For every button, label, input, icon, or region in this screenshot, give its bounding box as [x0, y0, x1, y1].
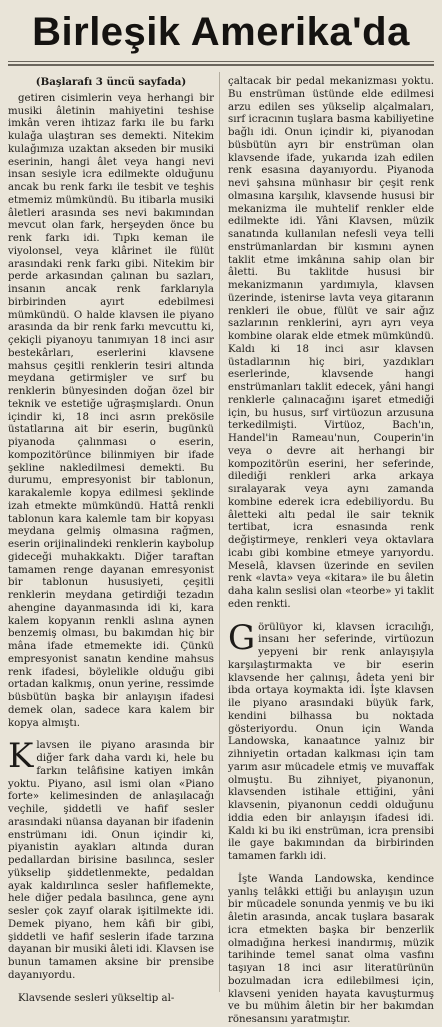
continuation-note: (Başlarafı 3 üncü sayfada) — [35, 76, 187, 88]
column-divider — [219, 72, 220, 992]
left-paragraph-2-text: lavsen ile piyano arasında bir diğer fark daha vardı ki, hele bu farkın telâfisine katiyen imkân yoktu. Piyano, asıl ismi olan «Piano forte» kelimesinden de anlaşılacağı veçhile, şiddetli ve hafif sesler arasındaki nüansa dayanan bir ifadenin enstrümanı idi. Onun içindir ki, piyanistin ayakları altında duran pedallardan birisine basılınca, sesler yükselip şiddetlenmekte, pedaldan ayak kaldırılınca sesler hafiflemekte, hele diğer pedala basılınca, gene aynı sesler çok zayıf olarak işitilmekte idi. Demek piyano, hem kâfi bir gibi, şiddetli ve hafif seslerin ifade tarzına dayanan bir musiki âleti idi. Klavsen ise bunun tamamen aksine bir prensibe dayanıyordu. — [8, 740, 214, 981]
left-column — [8, 76, 214, 1004]
headline: Birleşik Amerika'da — [32, 10, 410, 54]
left-paragraph-3: Klavsende sesleri yükseltip al- — [18, 992, 175, 1004]
right-paragraph-2-text: örülüyor ki, klavsen icracılığı, insanı her seferinde, virtüozun yepyeni bir renk anlayışıyla karşılaştırmakta ve bir eserin klavsende her çalınışı, âdeta yeni bir ibda ortaya koymakta idi. İşte klavsen ile piyano arasındaki büyük fark, kendini bilhassa bu noktada gösteriyordu. Onun için Wanda Landowska, kanaatınce yalnız bir zihniyetin ortadan kalkması için tam yarım asır mücadele etmiş ve muvaffak olmuştu. Bu zihniyet, piyanonun, klavsenden istihale ettiğini, yâni klavsenin, piyanonun ceddi olduğunu iddia eden bir anlayışın ifadesi idi. Kaldı ki bu iki enstrüman, icra prensibi ile gaye bakımından da birbirinden tamamen farklı idi. — [228, 621, 434, 862]
right-paragraph-2 — [228, 617, 434, 864]
left-paragraph-1: getiren cisimlerin veya herhangi bir musiki âletinin mahiyetini teshise imkân veren ihtizaz farkı ile bu farkı kulağa ulaştıran ses demekti. Nitekim kulağımıza uzaktan akseden bir musiki eserinin, hangi âlet veya hangi nevi insan sesiyle icra edilmekte olduğunu ancak bu renk farkı ile tesbit ve teşhis etmemiz mümkündü. Bu itibarla musiki âletleri arasında ses nevi bakımından mevcut olan fark, herşeyden önce bu renk farkı idi. Tıpkı keman ile viyolonsel, veya klârinet ile fülüt arasındaki renk farkı gibi. Nitekim bir perde arkasından çalınan bu sazları, insanın ancak renk farklarıyla birbirinden ayırt edebilmesi mümkündü. O halde klavsen ile piyano arasında da bir renk farkı mevcuttu ki, çekiçli piyanoyu tanımıyan 18 inci asır bestekârları, eserlerini klavsene mahsus çeşitli renklerin tesiri altında meydana getirmişler ve sırf bu renklerin bünyesinden doğan özel bir teknik ve estetiğe uğraşmışlardı. Onun içindir ki, 18 inci asrın prekösile üstatlarına ait bir eserin, bugünkü piyanoda çalınması o eserin, kompozitörünce bilinmiyen bir ifade şekline nakledilmesi demekti. Bu durumu, empresyonist bir tablonun, karakalemle kopya edilmesi şeklinde izah etmekte mümkündü. Hattâ renkli tablonun kara kalemle tam bir kopyası meydana gelmiş olmasına rağmen, eserin orijinalindeki renklerin kaybolup gideceği muhakkaktı. Diğer taraftan tamamen renge dayanan emresyonist bir tablonun hususiyeti, çeşitli renklerin meydana getirdiği tezadın ahengine dayanmasında idi ki, kara kalem kopyanın renkli aslına aynen benzemiş olması, bu bakımdan hiç bir mâna ifade etmemekte idi. Çünkü empresyonist sanatın kendine mahsus renk ifadesi, böylelikle olduğu gibi ortadan kalkmış, onun yerine, ressimde büsbütün başka bir anlayışın ifadesi demek olan, sadece kara kalem bir kopya almıştı. — [8, 92, 214, 729]
drop-cap-k: K — [8, 736, 34, 777]
headline-rule-top — [8, 61, 434, 62]
right-column — [228, 76, 434, 1025]
headline-rule-bottom — [8, 64, 434, 66]
right-paragraph-3: İşte Wanda Landowska, kendince yanlış telâkki ettiği bu anlayışın uzun bir mücadele sonunda yenmiş ve bu iki âletin arasında, ancak tuşlara basarak icra etmekten başka bir benzerlik olmadığına herkesi inandırmış, müzik tarihinde temel sanat olma vasfını taşıyan 18 inci asır literatürünün bozulmadan icra edilebilmesi için, klavseni yeniden hayata kavuşturmuş ve bu mühim âletin bir her bakımdan rönesansını yaratmıştır. — [228, 873, 434, 1025]
right-paragraph-1: çaltacak bir pedal mekanizması yoktu. Bu enstrüman üstünde elde edilmesi arzu edilen ses yükselip alçalmaları, sırf icracının tuşlara basma kabiliyetine bağlı idi. Onun içindir ki, piyanodan büsbütün ayrı bir enstrüman olan klavsende ifade, yukarıda izah edilen renk esasına dayanıyordu. Piyanoda nevi şahsına münhasır bir çeşit renk olmasına karşılık, klavsende hususi bir mekanizma ile muhtelif renkler elde edilmekte idi. Yâni Klavsen, müzik sanatında kullanılan nefesli veya telli enstrümanlardan bir kısmını aynen taklit etme imkânına sahip olan bir âletti. Bu taklitde hususi bir mekanizmanın yardımıyla, klavsen üzerinde, istenirse lavta veya gitaranın renkleri ile obue, fülüt ve sair ağız sazlarının renklerini, ayrı ayrı veya kombine olarak elde etmek mümkündü. Kaldı ki 18 inci asır klavsen üstadlarının hiç biri, yazdıkları eserlerinde, klavsende hangi enstrümanları taklit edecek, yâni hangi renklerle çalınacağını işaret etmediği için, bu husus, sırf virtüozun arzusuna terkedilmişti. Virtüoz, Bach'ın, Handel'in Rameau'nun, Couperin'in veya o devre ait herhangi bir kompozitörün eserini, her seferinde, dilediği renkleri arka arkaya sıralayarak veya aynı zamanda kombine ederek icra edebiliyordu. Bu âletteki altı pedal ile sair teknik tertibat, icra esnasında renk değiştirmeye, renkleri veya oktavlara icabı gibi kombine etmeye yarıyordu. Meselâ, klavsen üzerinde en sevilen renk «lavta» veya «kitara» ile bu âletin daha kalın seslisi olan «teorbe» yi taklit eden renkti. — [228, 76, 434, 610]
left-paragraph-2 — [8, 736, 214, 982]
drop-cap-g: G — [228, 617, 256, 658]
